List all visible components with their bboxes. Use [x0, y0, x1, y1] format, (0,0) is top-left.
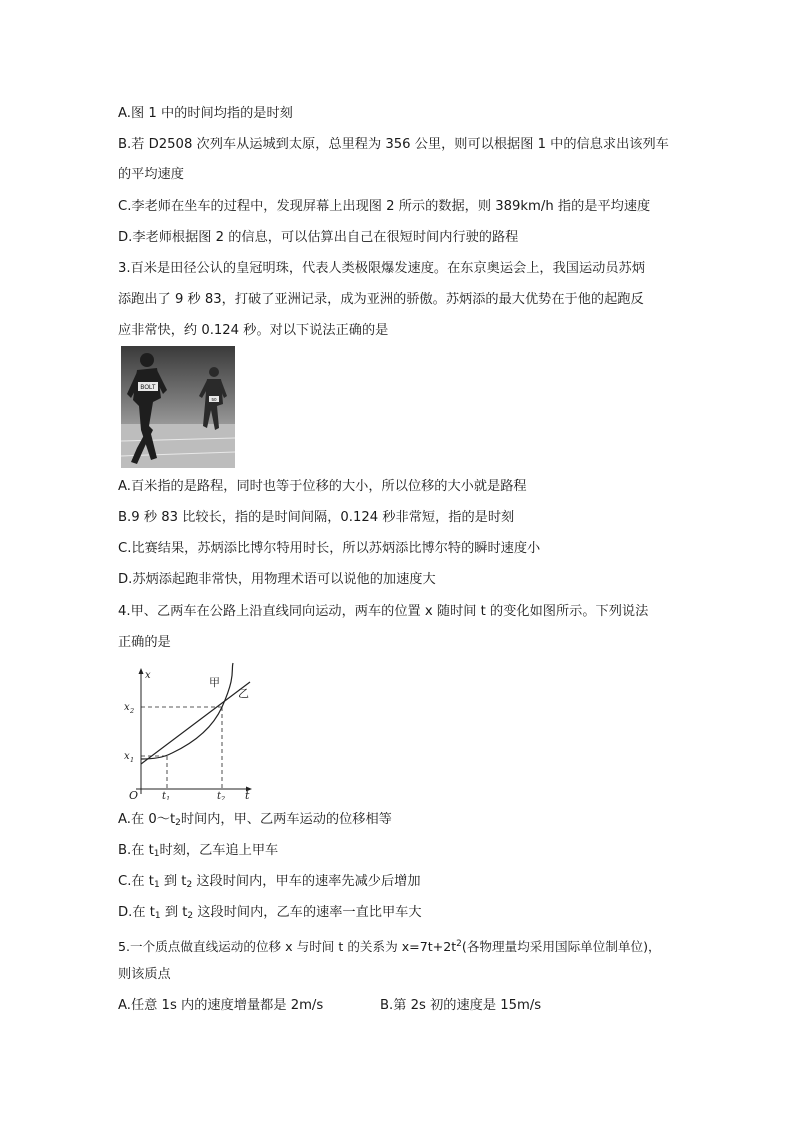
t1-label: t [162, 791, 167, 800]
t1-sub: 1 [166, 795, 171, 800]
option-text: D.在 $t_1$ 到 $t_2$ 这段时间内，乙车的速率一直比甲车大 [118, 905, 422, 921]
y-axis-label: x [145, 670, 151, 681]
x1-sub: 1 [130, 756, 135, 764]
question-text: 正确的是 [118, 635, 171, 650]
x-axis-label: t [245, 789, 250, 800]
bib-text: 50 [211, 397, 217, 402]
option-text: A.在 $0\sim t_2$时间内，甲、乙两车运动的位移相等 [118, 812, 392, 828]
question-text: 应非常快，约 0.124 秒。对以下说法正确的是 [118, 323, 389, 338]
option-text: D.苏炳添起跑非常快，用物理术语可以说他的加速度大 [118, 572, 436, 587]
option-text: A.图 1 中的时间均指的是时刻 [118, 106, 293, 121]
line-yi [141, 682, 250, 764]
curve-jia-label: 甲 [209, 676, 220, 689]
bib-text: BOLT [140, 385, 156, 391]
option-text: B.若 D2508 次列车从运城到太原，总里程为 356 公里，则可以根据图 1 中的信息求出该列车 [118, 137, 669, 152]
question-text: 5.一个质点做直线运动的位移 x 与时间 t 的关系为 $x=7t+2t^2$(各物理量均采用国际单位制单位)， [118, 939, 661, 954]
option-text: B.9 秒 83 比较长，指的是时间间隔，0.124 秒非常短，指的是时刻 [118, 510, 515, 525]
question-text: 3.百米是田径公认的皇冠明珠，代表人类极限爆发速度。在东京奥运会上，我国运动员苏炳 [118, 261, 645, 276]
sprinters-photo [121, 346, 235, 468]
question-text: 添跑出了 9 秒 83，打破了亚洲记录，成为亚洲的骄傲。苏炳添的最大优势在于他的起跑反 [118, 292, 644, 307]
option-text: C.李老师在坐车的过程中，发现屏幕上出现图 2 所示的数据，则 389km/h 指的是平均速度 [118, 199, 651, 214]
option-text: A.百米指的是路程，同时也等于位移的大小，所以位移的大小就是路程 [118, 479, 527, 494]
question-text: 则该质点 [118, 967, 171, 982]
option-text: C.在 $t_1$ 到 $t_2$ 这段时间内，甲车的速率先减少后增加 [118, 874, 421, 890]
origin-label: O [129, 789, 139, 800]
question-text: 4.甲、乙两车在公路上沿直线同向运动，两车的位置 x 随时间 t 的变化如图所示。下列说法 [118, 604, 649, 619]
x1-label: x [124, 751, 130, 762]
option-text: B.在 $t_1$时刻，乙车追上甲车 [118, 843, 279, 859]
option-text: C.比赛结果，苏炳添比博尔特用时长，所以苏炳添比博尔特的瞬时速度小 [118, 541, 541, 556]
option-text: D.李老师根据图 2 的信息，可以估算出自己在很短时间内行驶的路程 [118, 230, 519, 245]
x2-sub: 2 [130, 707, 135, 715]
option-text: B.第 2s 初的速度是 15m/s [380, 998, 542, 1013]
x2-label: x [124, 702, 130, 713]
curve-yi-label: 乙 [238, 687, 249, 700]
option-text: A.任意 1s 内的速度增量都是 2m/s [118, 998, 324, 1013]
option-text: 的平均速度 [118, 167, 184, 182]
t2-label: t [217, 791, 222, 800]
t2-sub: 2 [221, 795, 226, 800]
position-time-graph [118, 660, 258, 800]
